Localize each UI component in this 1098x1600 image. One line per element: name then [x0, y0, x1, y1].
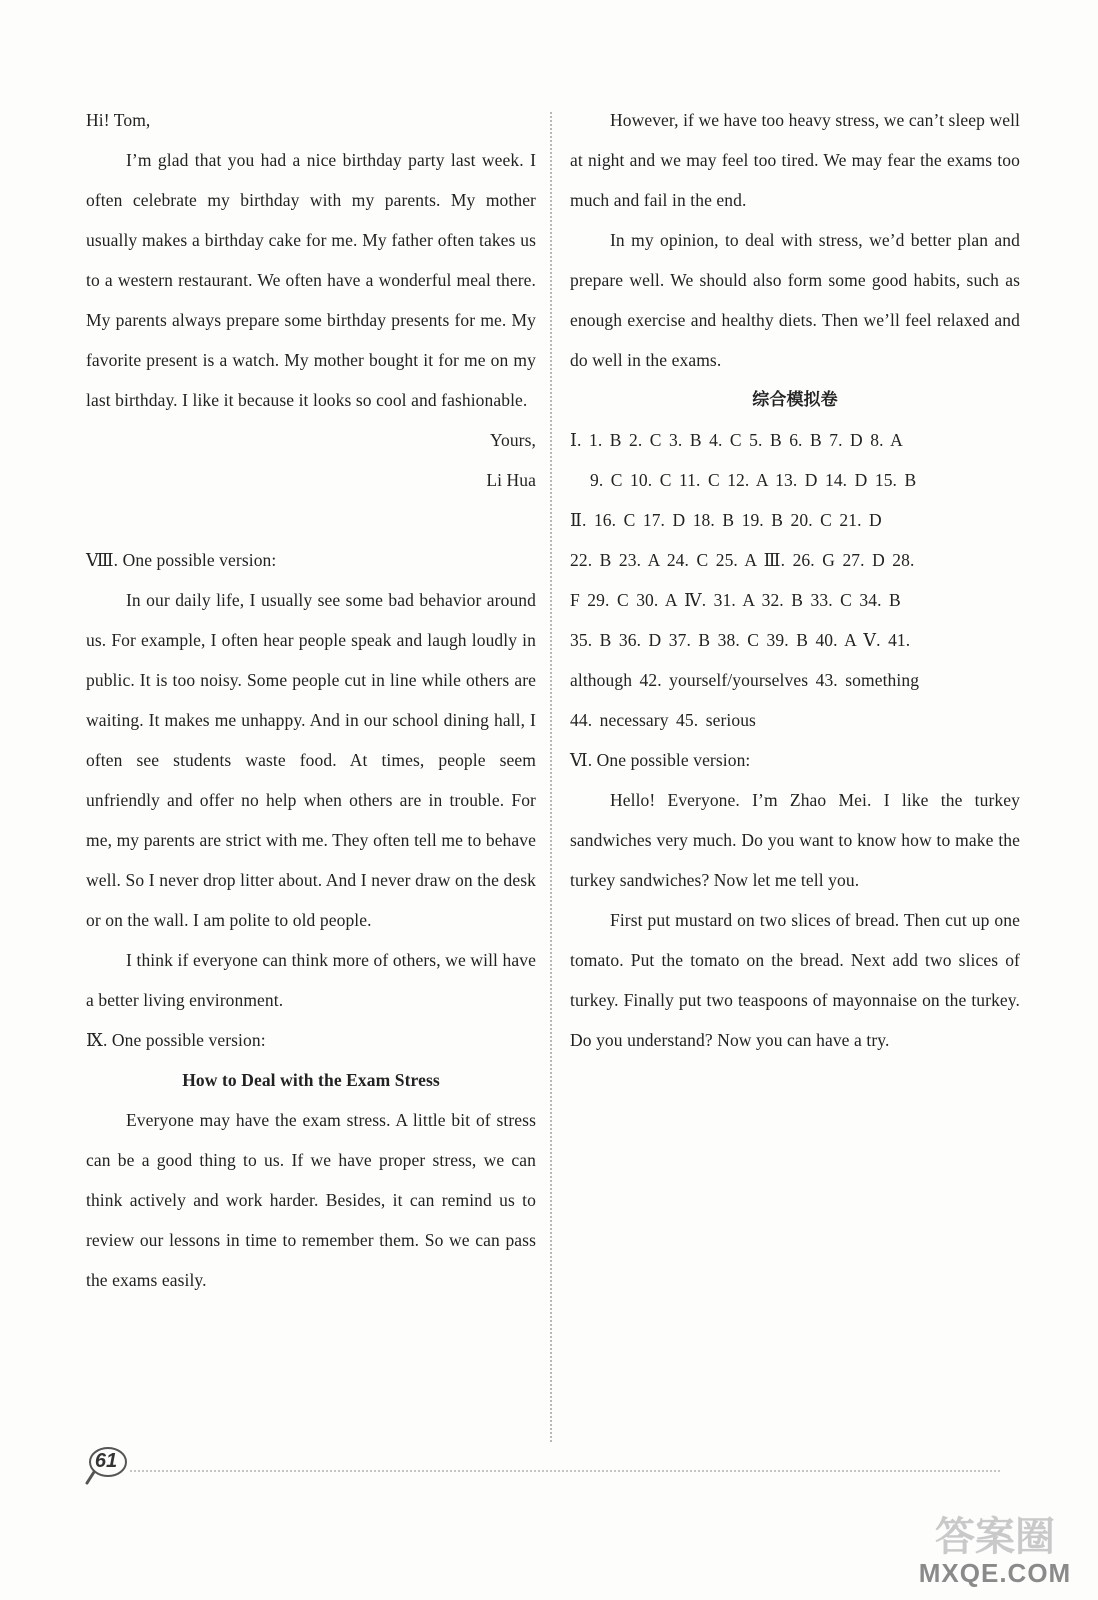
letter-body: I’m glad that you had a nice birthday party last week. I often celebrate my birthday with my parents. My mother usually makes a birthday cake for me. My father often takes us to a western restaurant. We often have a wonderful meal there. My parents always prepare some birthday presents for me. My favorite present is a watch. My mother bought it for me on my last birthday. I like it because it looks so cool and fashionable.: [86, 150, 536, 410]
answer-line: although 42. yourself/yourselves 43. something: [570, 670, 920, 690]
watermark-text-cn: 答案圈: [935, 1514, 1055, 1560]
section-viii-paragraph-1: In our daily life, I usually see some bad behavior around us. For example, I often hear people speak and laugh loudly in public. It is too noisy. Some people cut in line while others are waiting. It makes me unhappy. And in our school dining hall, I often see students waste food. At times, people seem unfriendly and offer no help when others are in trouble. For me, my parents are strict with me. They often tell me to behave well. So I never drop litter about. And I never draw on the desk or on the wall. I am polite to old people.: [86, 590, 536, 930]
right-column: [570, 100, 1020, 1060]
answer-line: Ⅱ. 16. C 17. D 18. B 19. B 20. C 21. D: [570, 510, 882, 530]
section-ix-paragraph-2: However, if we have too heavy stress, we can’t sleep well at night and we may feel too tired. We may fear the exams too much and fail in the end.: [570, 110, 1020, 210]
answer-line: 9. C 10. C 11. C 12. A 13. D 14. D 15. B: [590, 470, 917, 490]
mock-exam-answers: [570, 420, 1020, 740]
section-vi-heading: Ⅵ. One possible version:: [570, 750, 751, 770]
section-ix-paragraph-3: In my opinion, to deal with stress, we’d better plan and prepare well. We should also form some good habits, such as enough exercise and healthy diets. Then we’ll feel relaxed and do well in the exams.: [570, 230, 1020, 370]
essay-title: How to Deal with the Exam Stress: [182, 1070, 440, 1090]
page-number: 61: [94, 1450, 118, 1472]
section-vi-paragraph-2: First put mustard on two slices of bread. Then cut up one tomato. Put the tomato on the bread. Next add two slices of turkey. Finally put two teaspoons of mayonnaise on the turkey. Do you understand? Now you can have a try.: [570, 910, 1020, 1050]
watermark-text: MXQE.COM: [918, 1558, 1072, 1588]
page-number-badge: [84, 1446, 128, 1486]
mock-exam-title: 综合模拟卷: [752, 390, 838, 409]
answer-line: F 29. C 30. A Ⅳ. 31. A 32. B 33. C 34. B: [570, 590, 901, 610]
letter-closing: Yours,: [490, 430, 536, 450]
section-viii-paragraph-2: I think if everyone can think more of others, we will have a better living environment.: [86, 950, 536, 1010]
answer-line: 35. B 36. D 37. B 38. C 39. B 40. A Ⅴ. 41.: [570, 630, 911, 650]
footer-dotted-line: [130, 1470, 1000, 1472]
section-vi-paragraph-1: Hello! Everyone. I’m Zhao Mei. I like the turkey sandwiches very much. Do you want to know how to make the turkey sandwiches? Now let me tell you.: [570, 790, 1020, 890]
column-divider: [550, 112, 552, 1442]
section-ix-paragraph-1: Everyone may have the exam stress. A little bit of stress can be a good thing to us. If we have proper stress, we can think actively and work harder. Besides, it can remind us to review our lessons in time to remember them. So we can pass the exams easily.: [86, 1110, 536, 1290]
answer-line: 22. B 23. A 24. C 25. A Ⅲ. 26. G 27. D 28.: [570, 550, 915, 570]
watermark: [900, 1505, 1090, 1595]
section-viii-heading: Ⅷ. One possible version:: [86, 550, 277, 570]
section-ix-heading: Ⅸ. One possible version:: [86, 1030, 266, 1050]
letter-signature: Li Hua: [486, 470, 536, 490]
letter-greeting: Hi! Tom,: [86, 110, 151, 130]
answer-line: 44. necessary 45. serious: [570, 710, 756, 730]
answer-line: Ⅰ. 1. B 2. C 3. B 4. C 5. B 6. B 7. D 8. A: [570, 430, 903, 450]
left-column: [86, 100, 536, 1300]
